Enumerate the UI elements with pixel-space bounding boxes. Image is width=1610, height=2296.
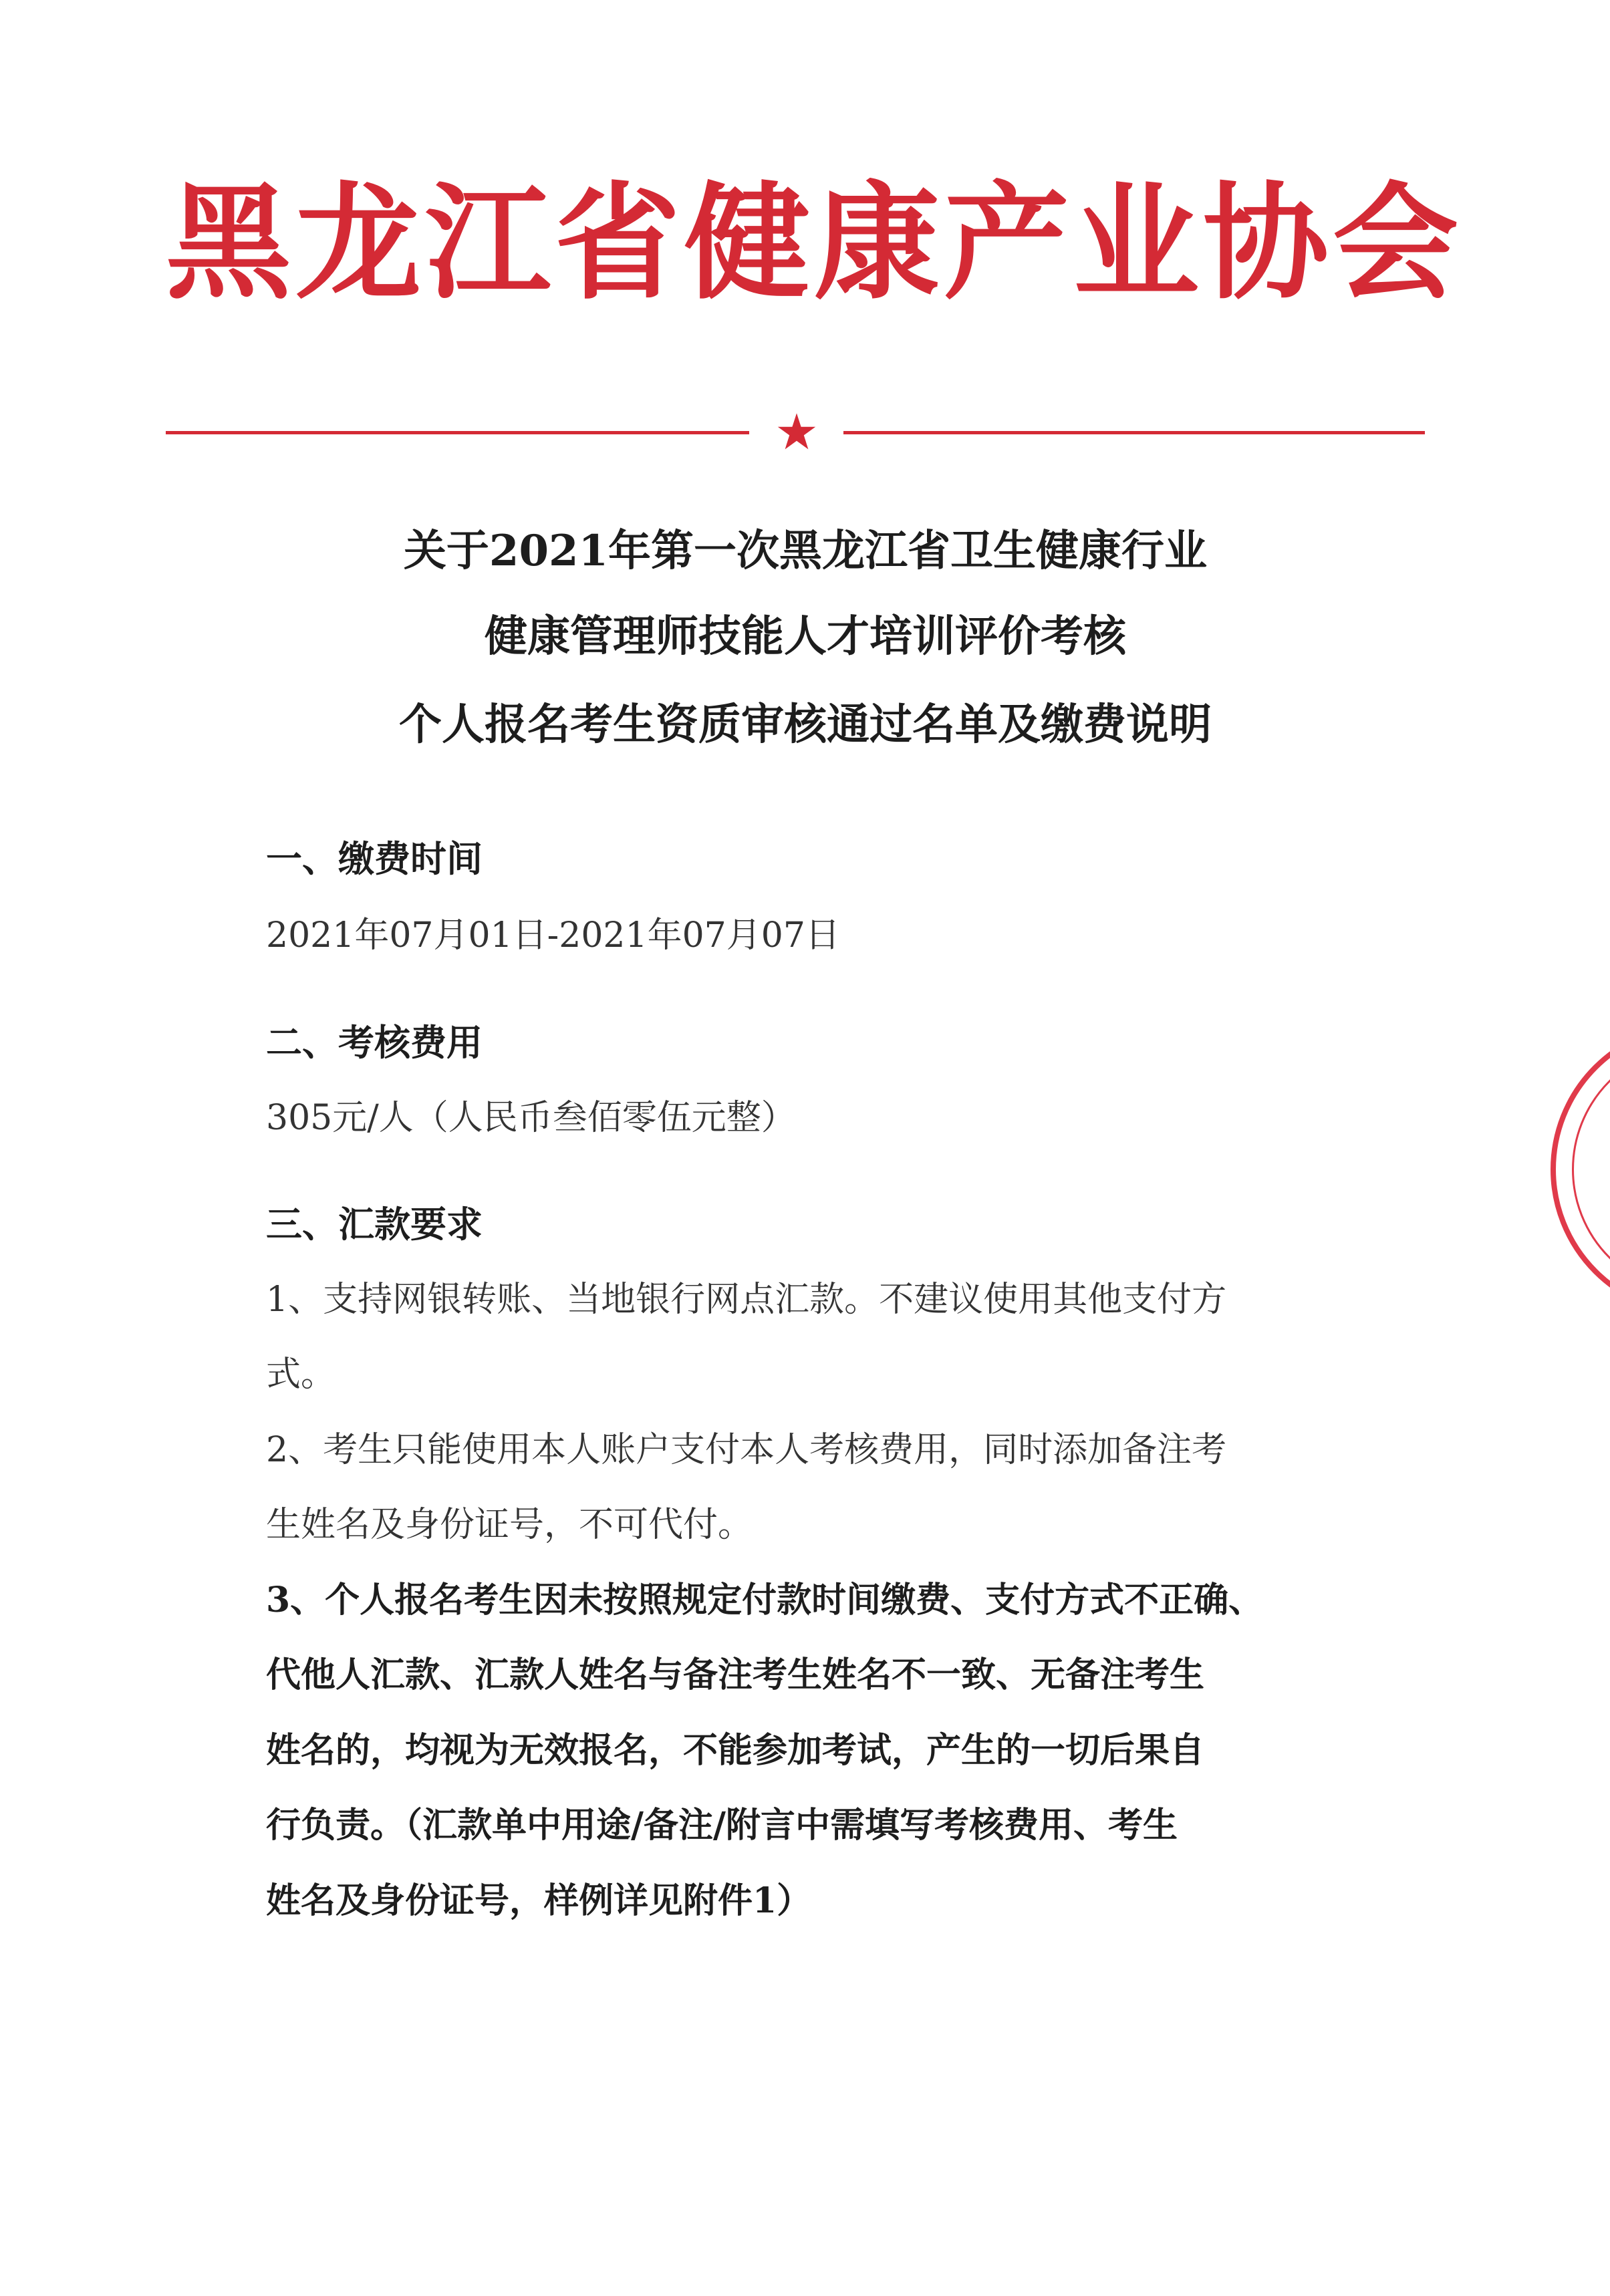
document-title-line-2: 健康管理师技能人才培训评价考核 xyxy=(485,611,1126,662)
document-title-line-3: 个人报名考生资质审核通过名单及缴费说明 xyxy=(399,700,1212,750)
star-icon xyxy=(777,412,817,452)
section-heading-payment-time: 一、缴费时间 xyxy=(266,837,483,880)
remittance-item-1-line-1: 1、支持网银转账、当地银行网点汇款。不建议使用其他支付方 xyxy=(266,1280,1227,1320)
section-heading-exam-fee: 二、考核费用 xyxy=(266,1021,483,1064)
remittance-item-2-line-1: 2、考生只能使用本人账户支付本人考核费用，同时添加备注考 xyxy=(266,1430,1227,1470)
divider-line-left xyxy=(166,431,749,434)
exam-fee-text: 305元/人（人民币叁佰零伍元整） xyxy=(266,1098,796,1138)
payment-time-text: 2021年07月01日-2021年07月07日 xyxy=(266,915,840,956)
remittance-item-3-line-1: 3、个人报名考生因未按照规定付款时间缴费、支付方式不正确、 xyxy=(266,1580,1264,1620)
document-title-line-1: 关于2021年第一次黑龙江省卫生健康行业 xyxy=(403,526,1208,576)
remittance-item-3-line-5: 姓名及身份证号，样例详见附件1） xyxy=(266,1880,812,1921)
remittance-item-1-line-2: 式。 xyxy=(266,1354,336,1395)
remittance-item-3-line-3: 姓名的，均视为无效报名，不能参加考试，产生的一切后果自 xyxy=(266,1730,1205,1771)
divider-line-right xyxy=(843,431,1425,434)
remittance-item-3-line-2: 代他人汇款、汇款人姓名与备注考生姓名不一致、无备注考生 xyxy=(266,1655,1205,1695)
remittance-item-2-line-2: 生姓名及身份证号，不可代付。 xyxy=(266,1505,753,1545)
org-masthead: 黑龙江省健康产业协会 xyxy=(166,170,1462,317)
remittance-item-3-line-4: 行负责。（汇款单中用途/备注/附言中需填写考核费用、考生 xyxy=(266,1805,1178,1846)
section-heading-remittance: 三、汇款要求 xyxy=(266,1203,483,1246)
